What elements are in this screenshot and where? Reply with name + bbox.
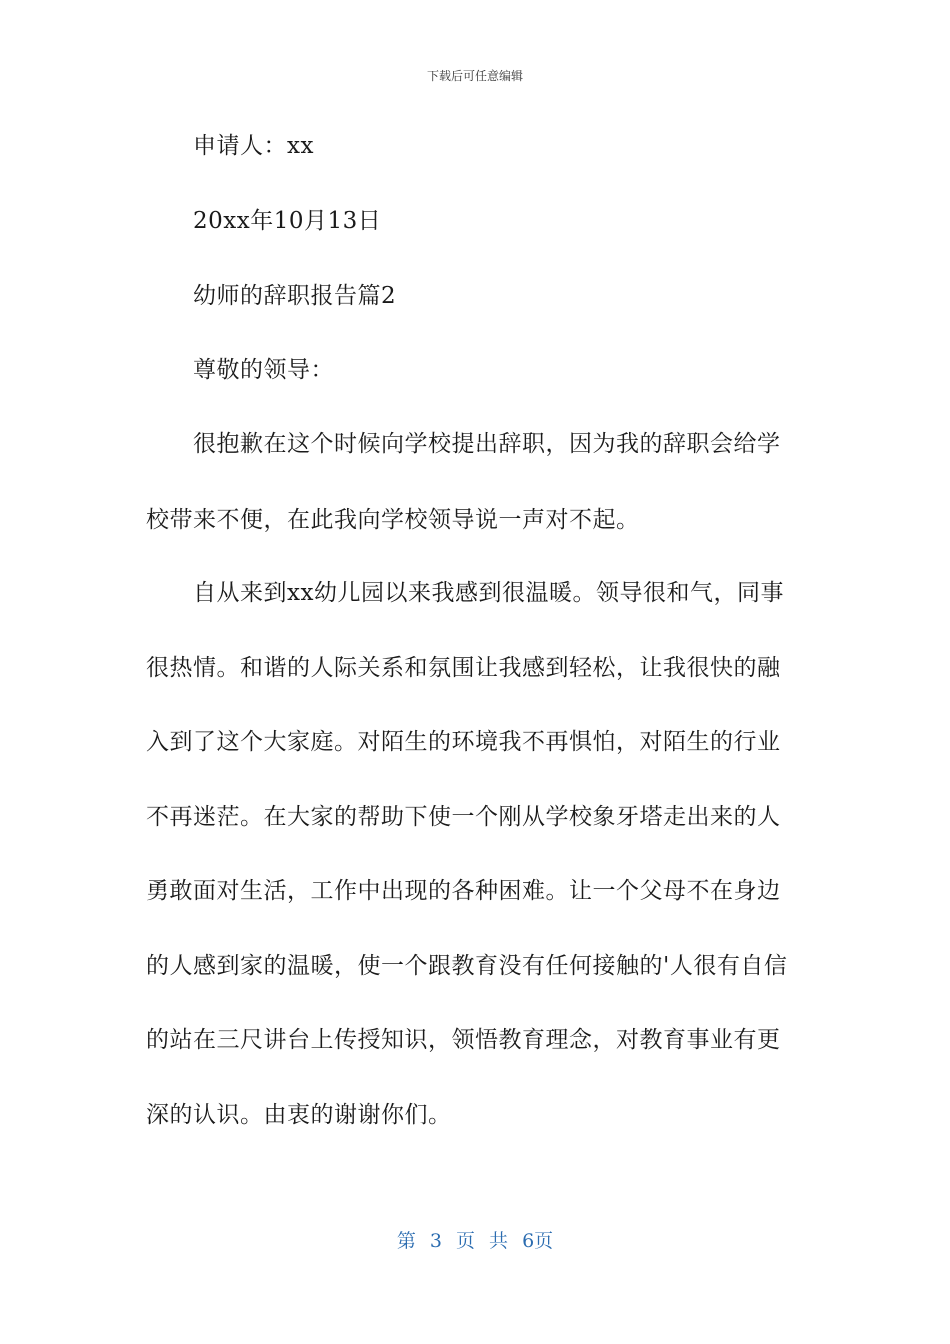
paragraph2-line: 勇敢面对生活，工作中出现的各种困难。让一个父母不在身边 xyxy=(146,878,781,904)
paragraph2-line: 入到了这个大家庭。对陌生的环境我不再惧怕，对陌生的行业 xyxy=(146,729,781,755)
paragraph1-line: 很抱歉在这个时候向学校提出辞职，因为我的辞职会给学 xyxy=(193,431,781,457)
paragraph1-line: 校带来不便，在此我向学校领导说一声对不起。 xyxy=(146,507,640,533)
date-line: 20xx年10月13日 xyxy=(193,208,382,234)
paragraph2-line: 深的认识。由衷的谢谢你们。 xyxy=(146,1102,452,1128)
paragraph2-line: 自从来到xx幼儿园以来我感到很温暖。领导很和气，同事 xyxy=(193,580,784,606)
paragraph2-line: 的人感到家的温暖，使一个跟教育没有任何接触的'人很有自信 xyxy=(146,953,788,979)
paragraph2-line: 不再迷茫。在大家的帮助下使一个刚从学校象牙塔走出来的人 xyxy=(146,804,781,830)
paragraph2-line: 的站在三尺讲台上传授知识，领悟教育理念，对教育事业有更 xyxy=(146,1027,781,1053)
applicant-line: 申请人：xx xyxy=(193,133,314,159)
header-note: 下载后可任意编辑 xyxy=(426,69,523,83)
page-number-footer: 第 3 页 共 6页 xyxy=(396,1230,554,1252)
salutation: 尊敬的领导： xyxy=(193,357,334,383)
section-title: 幼师的辞职报告篇2 xyxy=(193,283,397,309)
paragraph2-line: 很热情。和谐的人际关系和氛围让我感到轻松，让我很快的融 xyxy=(146,655,781,681)
